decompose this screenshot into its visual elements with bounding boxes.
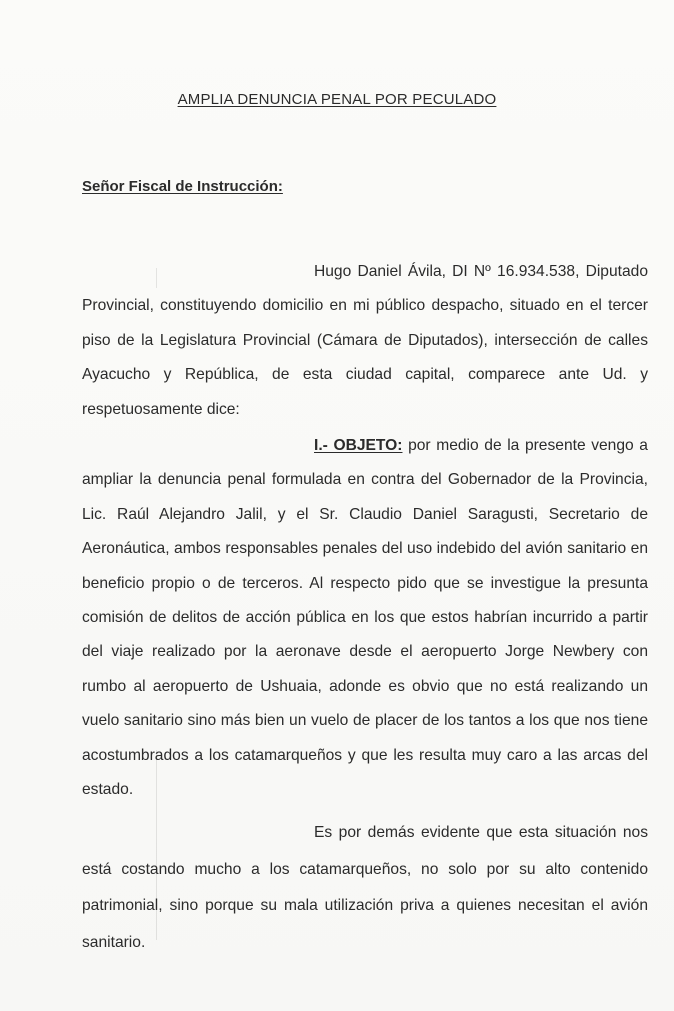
paragraph-objeto-text: por medio de la presente vengo a ampliar la denuncia penal formulada en contra del Gobernador de la Provincia, Lic. Raúl Alejandro Jalil, y el Sr. Claudio Daniel Saragusti, Secretario de Aeronáutica, ambos responsables penales del uso indebido del avión sanitario en beneficio propio o de terceros. Al respecto pido que se investigue la presunta comisión de delitos de acción pública en los que estos habrían incurrido a partir del viaje realizado por la aeronave desde el aeropuerto Jorge Newbery con rumbo al aeropuerto de Ushuaia, adonde es obvio que no está realizando un vuelo sanitario sino más bien un vuelo de placer de los tantos a los que nos tiene acostumbrados a los catamarqueños y que les resulta muy caro a las arcas del estado. bbox=[82, 437, 648, 799]
section-label-objeto: I.- OBJETO: bbox=[314, 437, 403, 454]
salutation: Señor Fiscal de Instrucción: bbox=[82, 178, 283, 195]
paragraph-objeto bbox=[82, 429, 648, 807]
document-title: AMPLIA DENUNCIA PENAL POR PECULADO bbox=[177, 91, 497, 108]
paragraph-conclusion: Es por demás evidente que esta situación nos está costando mucho a los catamarqueños, no solo por su alto contenido patrimonial, sino porque su mala utilización priva a quienes necesitan el avión sanitario. bbox=[82, 824, 648, 951]
paragraph-identification: Hugo Daniel Ávila, DI Nº 16.934.538, Diputado Provincial, constituyendo domicilio en mi público despacho, situado en el tercer piso de la Legislatura Provincial (Cámara de Diputados), intersección de calles Ayacucho y República, de esta ciudad capital, comparece ante Ud. y respetuosamente dice: bbox=[82, 263, 648, 418]
